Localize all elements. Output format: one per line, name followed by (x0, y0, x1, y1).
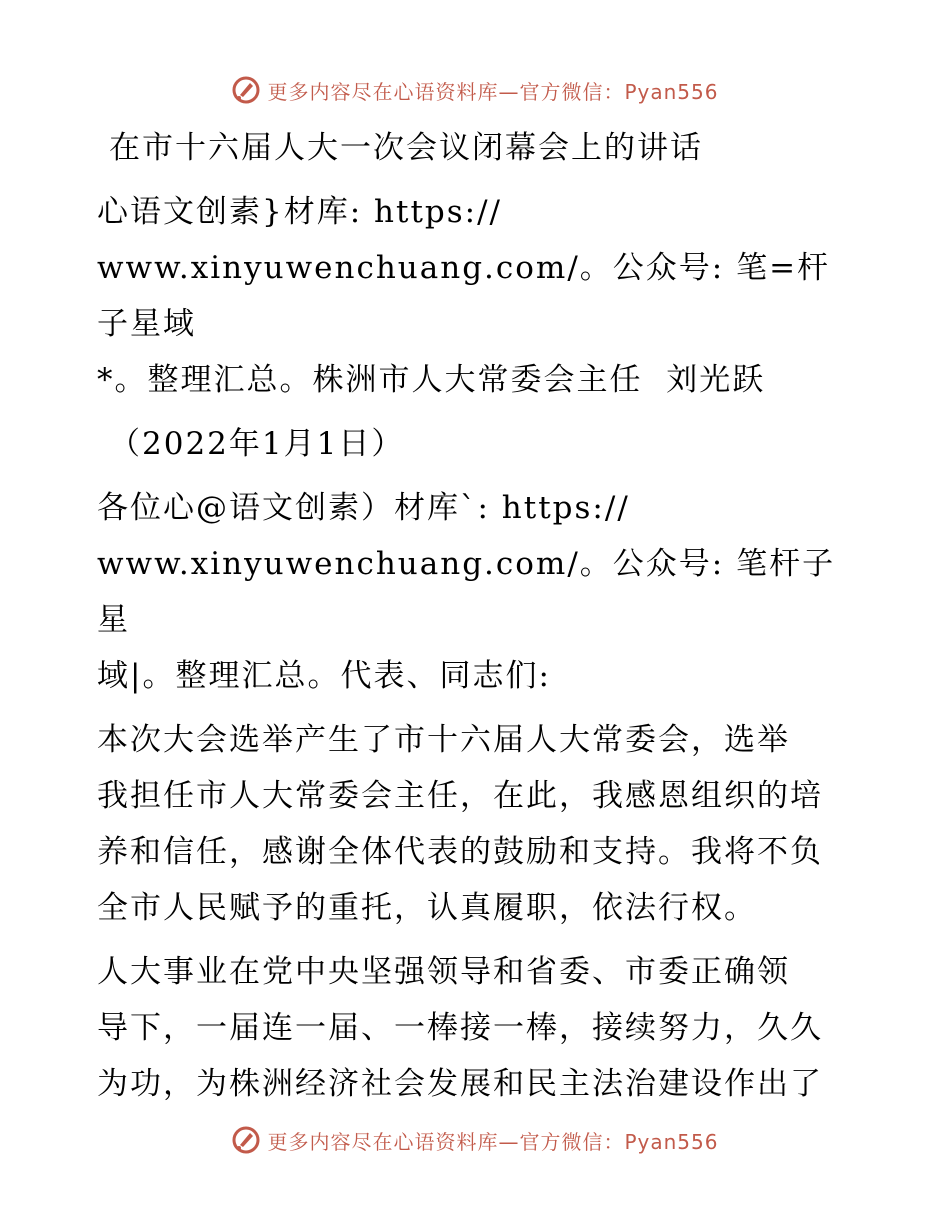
paragraph-source: 心语文创素}材库: https:// www.xinyuwenchuang.com/。公众号: 笔=杆子星域 *。整理汇总。株洲市人大常委会主任 刘光跃 (97, 194, 831, 398)
document-body (97, 120, 853, 1120)
paragraph-achievements: 人大事业在党中央坚强领导和省委、市委正确领 导下，一届连一届、一棒接一棒，接续努力，久久 为功，为株洲经济社会发展和民主法治建设作出了 (97, 954, 823, 1102)
pen-seal-icon (231, 1125, 261, 1155)
watermark-footer (0, 1120, 950, 1160)
watermark-text: 更多内容尽在心语资料库—官方微信：Pyan556 (267, 79, 719, 104)
paragraph-salutation: 各位心@语文创素）材库`: https:// www.xinyuwenchuang.com/。公众号: 笔杆子星 域|。整理汇总。代表、同志们: (97, 490, 836, 694)
pen-seal-icon (231, 75, 261, 105)
paragraph-date: （2022年1月1日） (109, 426, 405, 462)
watermark-header (0, 70, 950, 110)
watermark-text: 更多内容尽在心语资料库—官方微信：Pyan556 (267, 1129, 719, 1154)
document-title: 在市十六届人大一次会议闭幕会上的讲话 (109, 130, 703, 166)
paragraph-election: 本次大会选举产生了市十六届人大常委会，选举 我担任市人大常委会主任，在此，我感恩组织的培 养和信任，感谢全体代表的鼓励和支持。我将不负 全市人民赋予的重托，认真履职，依法行权。 (97, 722, 823, 926)
